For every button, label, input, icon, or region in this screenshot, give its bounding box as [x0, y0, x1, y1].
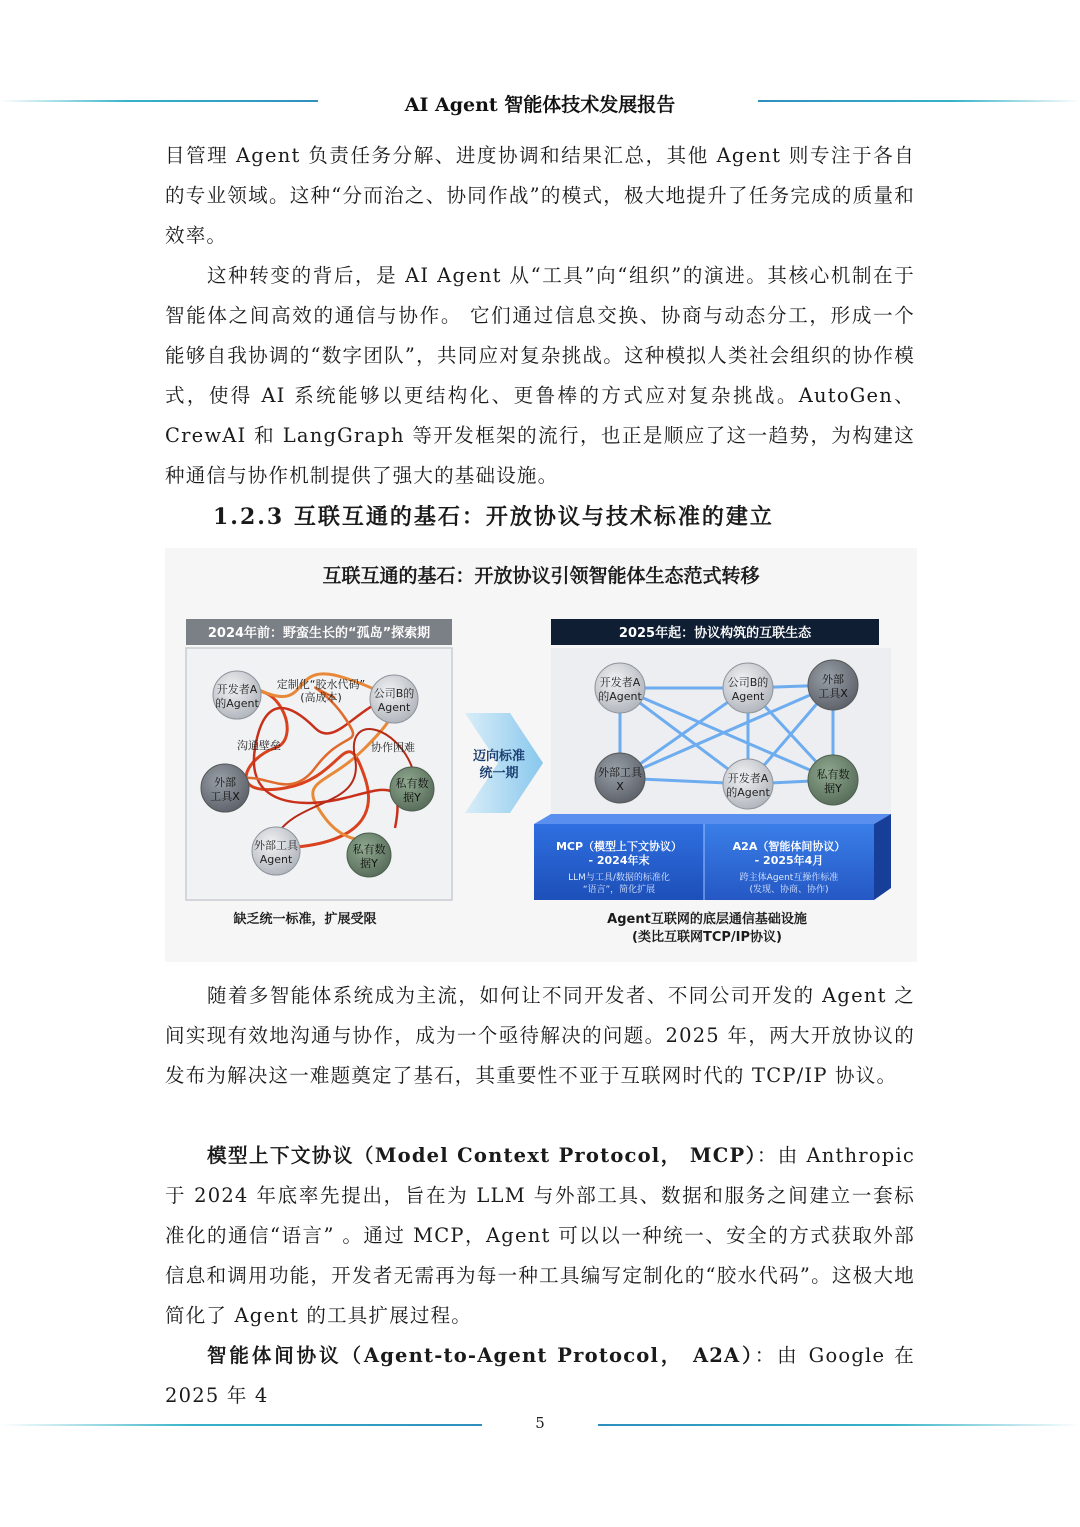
header-rule-right — [758, 100, 1080, 102]
svg-text:外部: 外部 — [214, 776, 236, 789]
svg-text:的Agent: 的Agent — [726, 786, 770, 799]
left-panel — [186, 619, 452, 927]
svg-text:开发者A: 开发者A — [599, 676, 641, 689]
svg-text:开发者A: 开发者A — [727, 772, 769, 785]
a2a-term: 智能体间协议（Agent-to-Agent Protocol， A2A） — [207, 1344, 755, 1367]
mcp-desc-1: LLM与工具/数据的标准化 — [568, 873, 670, 883]
left-panel-header: 2024年前：野蛮生长的“孤岛”探索期 — [207, 626, 431, 641]
label-glue-code: 定制化“胶水代码” — [276, 678, 366, 691]
svg-text:据Y: 据Y — [403, 791, 421, 804]
svg-text:开发者A: 开发者A — [216, 683, 258, 696]
paragraph-3: 随着多智能体系统成为主流，如何让不同开发者、不同公司开发的 Agent 之间实现有效地沟通与协作，成为一个亟待解决的问题。2025 年，两大开放协议的发布为解决这一难题奠定了基石，其重要性不亚于互联网时代的 TCP/IP 协议。 — [165, 984, 915, 1087]
mcp-date: - 2024年末 — [588, 854, 650, 867]
left-panel-caption: 缺乏统一标准，扩展受限 — [233, 912, 377, 927]
label-collab-hard: 协作困难 — [371, 741, 415, 754]
a2a-title: A2A（智能体间协议） — [732, 840, 846, 853]
svg-text:私有数: 私有数 — [352, 843, 386, 856]
node-tool-x-right — [808, 660, 858, 710]
a2a-desc-1: 跨主体Agent互操作标准 — [739, 873, 839, 883]
label-comm-wall: 沟通壁垒 — [237, 739, 281, 752]
svg-text:外部工具: 外部工具 — [598, 766, 642, 779]
node-company-b-left — [370, 675, 418, 723]
svg-text:Agent: Agent — [377, 701, 411, 714]
mcp-title: MCP（模型上下文协议） — [555, 840, 683, 853]
node-company-b-right — [723, 663, 773, 713]
node-data-y-right — [808, 755, 858, 805]
svg-text:私有数: 私有数 — [395, 777, 429, 790]
a2a-date: - 2025年4月 — [754, 854, 824, 867]
svg-text:Agent: Agent — [259, 853, 293, 866]
right-panel-caption-1: Agent互联网的底层通信基础设施 — [607, 912, 807, 927]
svg-text:据Y: 据Y — [824, 782, 842, 795]
a2a-description: ：由 Google 在 2025 年 4 — [165, 1344, 916, 1407]
mcp-term: 模型上下文协议（Model Context Protocol， MCP） — [207, 1144, 757, 1167]
mcp-description: ：由 Anthropic 于 2024 年底率先提出，旨在为 LLM 与外部工具、数据和服务之间建立一套标准化的通信“语言” 。通过 MCP，Agent 可以以一种统一、安全的方式获取外部信息和调用功能，开发者无需再为每一种工具编写定制化的“胶水代码”。这极大地简化了 Agent 的工具扩展过程。 — [165, 1144, 916, 1327]
node-data-y2-left — [347, 833, 391, 877]
svg-text:私有数: 私有数 — [816, 768, 850, 781]
node-data-y-left — [390, 767, 434, 811]
svg-text:公司B的: 公司B的 — [373, 687, 415, 700]
protocol-figure — [165, 548, 917, 962]
footer-rule-right — [598, 1424, 1080, 1426]
svg-text:X: X — [616, 780, 624, 793]
a2a-desc-2: (发现、协商、协作) — [749, 885, 829, 895]
node-dev-a2-right — [723, 759, 773, 809]
figure-title: 互联互通的基石：开放协议引领智能体生态范式转移 — [322, 565, 760, 587]
section-heading: 1.2.3 互联互通的基石：开放协议与技术标准的建立 — [213, 504, 774, 530]
node-tool-x-left — [201, 764, 249, 812]
svg-text:的Agent: 的Agent — [598, 690, 642, 703]
transition-arrow — [465, 713, 543, 813]
paragraph-5 — [165, 1336, 915, 1416]
paragraph-1: 目管理 Agent 负责任务分解、进度协调和结果汇总，其他 Agent 则专注于各自的专业领域。这种“分而治之、协同作战”的模式，极大地提升了任务完成的质量和效率。 — [165, 144, 915, 247]
node-tool-x2-right — [595, 753, 645, 803]
svg-text:外部工具: 外部工具 — [254, 839, 298, 852]
node-dev-a-left — [213, 671, 261, 719]
svg-text:据Y: 据Y — [360, 857, 378, 870]
svg-text:外部: 外部 — [822, 673, 844, 686]
paragraph-2: 这种转变的背后，是 AI Agent 从“工具”向“组织”的演进。其核心机制在于智能体之间高效的通信与协作。 它们通过信息交换、协商与动态分工，形成一个能够自我协调的“数字团队”，共同应对复杂挑战。这种模拟人类社会组织的协作模式，使得 AI 系统能够以更结构化、更鲁棒的方式应对复杂挑战。AutoGen、CrewAI 和 LangGraph 等开发框架的流行，也正是顺应了这一趋势，为构建这种通信与协作机制提供了强大的基础设施。 — [165, 264, 915, 487]
paragraph-4 — [165, 1136, 915, 1336]
label-glue-cost: (高成本) — [300, 691, 342, 704]
page-number: 5 — [535, 1414, 545, 1432]
svg-text:的Agent: 的Agent — [215, 697, 259, 710]
protocol-base — [534, 814, 891, 900]
right-panel — [534, 619, 891, 945]
arrow-label-1: 迈向标准 — [472, 749, 526, 764]
svg-text:工具X: 工具X — [210, 790, 240, 803]
mcp-desc-2: “语言”，简化扩展 — [582, 885, 656, 895]
right-panel-header: 2025年起：协议构筑的互联生态 — [618, 626, 812, 641]
svg-text:公司B的: 公司B的 — [727, 676, 769, 689]
node-tool-agent-left — [252, 827, 300, 875]
node-dev-a-right — [595, 663, 645, 713]
running-header-title: AI Agent 智能体技术发展报告 — [404, 94, 676, 116]
svg-text:工具X: 工具X — [818, 687, 848, 700]
arrow-label-2: 统一期 — [479, 766, 519, 781]
right-panel-caption-2: (类比互联网TCP/IP协议) — [632, 930, 782, 945]
svg-text:Agent: Agent — [731, 690, 765, 703]
